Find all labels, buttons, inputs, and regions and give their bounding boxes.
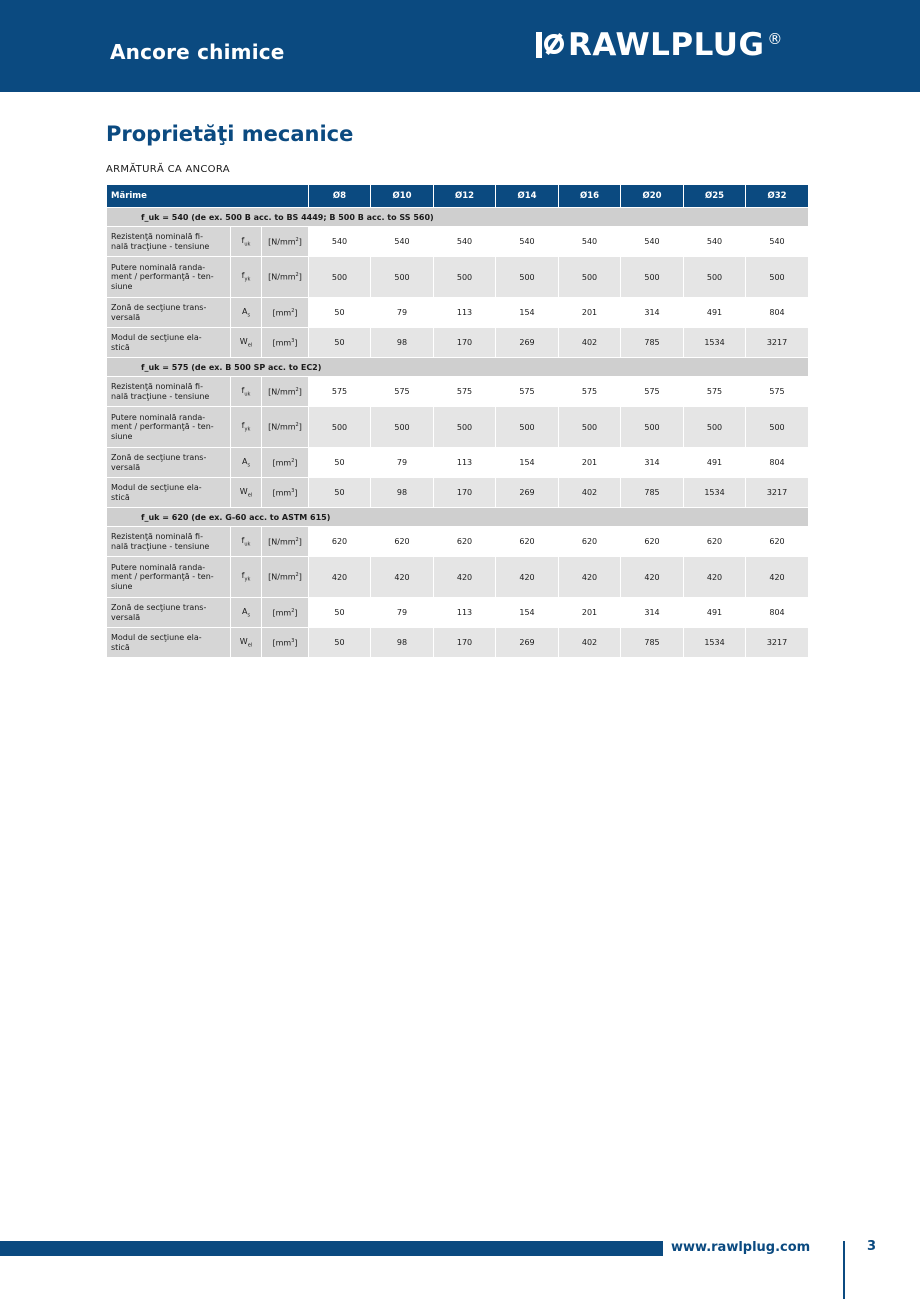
value-cell: 201 (559, 298, 621, 328)
size-column-header: Ø32 (746, 185, 809, 208)
property-unit (262, 448, 309, 478)
symbol-subscript: yk (244, 426, 251, 433)
unit-exponent: 2 (295, 236, 299, 243)
value-cell: 420 (371, 557, 434, 598)
value-cell: 50 (309, 628, 371, 658)
value-cell: 785 (621, 628, 684, 658)
value-cell: 98 (371, 628, 434, 658)
unit-exponent: 3 (291, 337, 295, 344)
symbol-letter: A (241, 606, 248, 616)
unit-exponent: 3 (291, 487, 295, 494)
header-size-label: Mărime (107, 185, 309, 208)
value-cell: 540 (496, 227, 559, 257)
property-name (107, 257, 231, 298)
unit-text: [mm (272, 458, 292, 468)
unit-text: [mm (272, 488, 292, 498)
unit-exponent: 2 (295, 572, 299, 579)
value-cell: 420 (684, 557, 746, 598)
value-cell: 785 (621, 478, 684, 508)
symbol-subscript: uk (244, 391, 251, 398)
unit-bracket: ] (294, 638, 298, 648)
value-cell: 113 (434, 598, 496, 628)
value-cell: 491 (684, 298, 746, 328)
value-cell: 500 (559, 257, 621, 298)
value-cell: 540 (309, 227, 371, 257)
property-unit (262, 227, 309, 257)
value-cell: 575 (621, 377, 684, 407)
value-cell: 154 (496, 448, 559, 478)
rawlplug-logo (536, 28, 782, 62)
size-column-header: Ø12 (434, 185, 496, 208)
property-unit (262, 557, 309, 598)
value-cell: 500 (309, 257, 371, 298)
table-row (107, 557, 809, 598)
value-cell: 500 (746, 257, 809, 298)
value-cell: 620 (684, 527, 746, 557)
symbol-subscript: uk (244, 541, 251, 548)
symbol-subscript: yk (244, 576, 251, 583)
value-cell: 402 (559, 478, 621, 508)
value-cell: 785 (621, 328, 684, 358)
value-cell: 620 (434, 527, 496, 557)
value-cell: 575 (371, 377, 434, 407)
property-symbol (231, 407, 262, 448)
property-name (107, 328, 231, 358)
unit-bracket: ] (298, 272, 302, 282)
value-cell: 575 (309, 377, 371, 407)
value-cell: 500 (621, 407, 684, 448)
page-header (0, 0, 920, 92)
group-title: f_uk = 620 (de ex. G-60 acc. to ASTM 615) (107, 508, 809, 527)
value-cell: 500 (684, 257, 746, 298)
value-cell: 79 (371, 598, 434, 628)
property-name (107, 478, 231, 508)
property-name-line: stică (111, 642, 130, 652)
value-cell: 500 (496, 407, 559, 448)
property-name-line: nală tracţiune - tensiune (111, 391, 210, 401)
value-cell: 500 (746, 407, 809, 448)
value-cell: 1534 (684, 628, 746, 658)
symbol-subscript: s (247, 462, 251, 469)
table-row (107, 527, 809, 557)
size-column-header: Ø16 (559, 185, 621, 208)
symbol-letter: W (239, 486, 248, 496)
symbol-subscript: s (247, 312, 251, 319)
value-cell: 79 (371, 448, 434, 478)
property-symbol (231, 478, 262, 508)
property-name-line: siune (111, 281, 133, 291)
property-unit (262, 598, 309, 628)
property-name-line: stică (111, 342, 130, 352)
property-name-line: ment / performanţă - ten- (111, 422, 214, 432)
unit-text: [N/mm (268, 272, 296, 282)
unit-exponent: 2 (295, 272, 299, 279)
property-name (107, 598, 231, 628)
value-cell: 575 (496, 377, 559, 407)
value-cell: 540 (559, 227, 621, 257)
value-cell: 314 (621, 448, 684, 478)
value-cell: 50 (309, 448, 371, 478)
value-cell: 500 (621, 257, 684, 298)
property-name-line: Rezistenţă nominală fi- (111, 532, 203, 541)
value-cell: 804 (746, 448, 809, 478)
value-cell: 50 (309, 478, 371, 508)
group-header-row (107, 508, 809, 527)
table-row (107, 598, 809, 628)
unit-exponent: 2 (295, 536, 299, 543)
value-cell: 420 (746, 557, 809, 598)
value-cell: 500 (684, 407, 746, 448)
property-name-line: Modul de secţiune ela- (111, 333, 202, 342)
value-cell: 170 (434, 478, 496, 508)
header-title: Ancore chimice (110, 40, 285, 64)
value-cell: 575 (434, 377, 496, 407)
value-cell: 491 (684, 448, 746, 478)
unit-exponent: 2 (291, 307, 295, 314)
value-cell: 491 (684, 598, 746, 628)
property-symbol (231, 557, 262, 598)
value-cell: 170 (434, 628, 496, 658)
unit-text: [mm (272, 338, 292, 348)
unit-bracket: ] (294, 458, 298, 468)
table-body (107, 208, 809, 658)
property-name (107, 628, 231, 658)
unit-bracket: ] (294, 488, 298, 498)
value-cell: 540 (371, 227, 434, 257)
property-name (107, 377, 231, 407)
logo-text: RAWLPLUG (568, 27, 765, 63)
property-symbol (231, 298, 262, 328)
property-name-line: stică (111, 492, 130, 502)
mechanical-properties-table (106, 184, 809, 658)
group-header-row (107, 208, 809, 227)
value-cell: 540 (434, 227, 496, 257)
symbol-letter: A (241, 306, 248, 316)
value-cell: 201 (559, 598, 621, 628)
table-row (107, 407, 809, 448)
unit-exponent: 3 (291, 637, 295, 644)
unit-text: [mm (272, 308, 292, 318)
table-row (107, 377, 809, 407)
property-name (107, 298, 231, 328)
table-header-row (107, 185, 809, 208)
property-symbol (231, 527, 262, 557)
size-column-header: Ø20 (621, 185, 684, 208)
value-cell: 500 (559, 407, 621, 448)
unit-text: [N/mm (268, 422, 296, 432)
value-cell: 500 (434, 407, 496, 448)
value-cell: 269 (496, 328, 559, 358)
symbol-letter: f (241, 421, 245, 431)
symbol-letter: f (241, 535, 245, 545)
unit-text: [mm (272, 638, 292, 648)
value-cell: 201 (559, 448, 621, 478)
property-name-line: versală (111, 312, 141, 322)
value-cell: 50 (309, 598, 371, 628)
section-label: ARMĂTURĂ CA ANCORA (106, 164, 230, 175)
value-cell: 154 (496, 598, 559, 628)
logo-mark-icon (536, 30, 564, 60)
symbol-letter: f (241, 235, 245, 245)
property-name-line: ment / performanţă - ten- (111, 572, 214, 582)
value-cell: 79 (371, 298, 434, 328)
symbol-letter: W (239, 636, 248, 646)
registered-mark: ® (767, 30, 783, 48)
unit-bracket: ] (298, 237, 302, 247)
unit-text: [N/mm (268, 237, 296, 247)
unit-exponent: 2 (295, 422, 299, 429)
unit-bracket: ] (298, 422, 302, 432)
property-unit (262, 298, 309, 328)
unit-bracket: ] (294, 608, 298, 618)
value-cell: 620 (309, 527, 371, 557)
value-cell: 500 (434, 257, 496, 298)
size-column-header: Ø25 (684, 185, 746, 208)
unit-exponent: 2 (291, 607, 295, 614)
value-cell: 620 (496, 527, 559, 557)
value-cell: 420 (621, 557, 684, 598)
group-title: f_uk = 540 (de ex. 500 B acc. to BS 4449; B 500 B acc. to SS 560) (107, 208, 809, 227)
table-row (107, 257, 809, 298)
property-unit (262, 407, 309, 448)
unit-text: [N/mm (268, 572, 296, 582)
symbol-subscript: uk (244, 241, 251, 248)
footer-divider (843, 1241, 845, 1299)
value-cell: 804 (746, 598, 809, 628)
symbol-letter: W (239, 336, 248, 346)
property-name-line: Zonă de secţiune trans- (111, 303, 207, 312)
unit-bracket: ] (294, 308, 298, 318)
unit-bracket: ] (294, 338, 298, 348)
property-name (107, 557, 231, 598)
value-cell: 500 (371, 407, 434, 448)
value-cell: 269 (496, 478, 559, 508)
symbol-letter: f (241, 385, 245, 395)
value-cell: 620 (621, 527, 684, 557)
value-cell: 269 (496, 628, 559, 658)
symbol-subscript: el (247, 642, 253, 649)
property-name-line: Modul de secţiune ela- (111, 633, 202, 642)
property-name-line: Zonă de secţiune trans- (111, 453, 207, 462)
property-symbol (231, 448, 262, 478)
property-name-line: nală tracţiune - tensiune (111, 541, 210, 551)
unit-bracket: ] (298, 537, 302, 547)
property-name-line: Rezistenţă nominală fi- (111, 382, 203, 391)
symbol-subscript: yk (244, 276, 251, 283)
property-name-line: Zonă de secţiune trans- (111, 603, 207, 612)
value-cell: 1534 (684, 328, 746, 358)
table-row (107, 298, 809, 328)
property-name-line: siune (111, 431, 133, 441)
value-cell: 113 (434, 448, 496, 478)
value-cell: 50 (309, 328, 371, 358)
property-name-line: Putere nominală randa- (111, 412, 206, 422)
property-symbol (231, 598, 262, 628)
value-cell: 575 (559, 377, 621, 407)
symbol-letter: A (241, 456, 248, 466)
value-cell: 50 (309, 298, 371, 328)
value-cell: 620 (746, 527, 809, 557)
property-symbol (231, 227, 262, 257)
unit-text: [N/mm (268, 537, 296, 547)
value-cell: 420 (496, 557, 559, 598)
value-cell: 620 (371, 527, 434, 557)
footer-bar (0, 1241, 663, 1256)
property-unit (262, 628, 309, 658)
value-cell: 620 (559, 527, 621, 557)
property-name (107, 527, 231, 557)
value-cell: 540 (684, 227, 746, 257)
property-name-line: nală tracţiune - tensiune (111, 241, 210, 251)
value-cell: 540 (746, 227, 809, 257)
value-cell: 420 (559, 557, 621, 598)
property-name-line: Rezistenţă nominală fi- (111, 232, 203, 241)
page-title: Proprietăţi mecanice (106, 122, 354, 146)
unit-exponent: 2 (295, 386, 299, 393)
value-cell: 575 (684, 377, 746, 407)
value-cell: 3217 (746, 478, 809, 508)
unit-text: [mm (272, 608, 292, 618)
property-name (107, 407, 231, 448)
value-cell: 154 (496, 298, 559, 328)
value-cell: 3217 (746, 628, 809, 658)
value-cell: 500 (309, 407, 371, 448)
table-row (107, 328, 809, 358)
symbol-subscript: s (247, 612, 251, 619)
page-number: 3 (867, 1239, 877, 1254)
property-symbol (231, 377, 262, 407)
value-cell: 113 (434, 298, 496, 328)
property-name (107, 227, 231, 257)
property-unit (262, 328, 309, 358)
value-cell: 500 (496, 257, 559, 298)
value-cell: 98 (371, 478, 434, 508)
symbol-subscript: el (247, 492, 253, 499)
property-unit (262, 527, 309, 557)
table-row (107, 448, 809, 478)
value-cell: 575 (746, 377, 809, 407)
value-cell: 98 (371, 328, 434, 358)
table-row (107, 227, 809, 257)
group-header-row (107, 358, 809, 377)
symbol-letter: f (241, 571, 245, 581)
property-name-line: versală (111, 462, 141, 472)
symbol-letter: f (241, 271, 245, 281)
footer-url-link[interactable]: www.rawlplug.com (671, 1240, 811, 1255)
property-name-line: Modul de secţiune ela- (111, 483, 202, 492)
value-cell: 500 (371, 257, 434, 298)
value-cell: 314 (621, 298, 684, 328)
property-name-line: Putere nominală randa- (111, 262, 206, 272)
property-name-line: siune (111, 581, 133, 591)
value-cell: 420 (309, 557, 371, 598)
property-name-line: versală (111, 612, 141, 622)
unit-text: [N/mm (268, 387, 296, 397)
size-column-header: Ø8 (309, 185, 371, 208)
group-title: f_uk = 575 (de ex. B 500 SP acc. to EC2) (107, 358, 809, 377)
value-cell: 804 (746, 298, 809, 328)
table-row (107, 628, 809, 658)
value-cell: 314 (621, 598, 684, 628)
property-symbol (231, 257, 262, 298)
property-name-line: Putere nominală randa- (111, 562, 206, 572)
unit-exponent: 2 (291, 457, 295, 464)
value-cell: 402 (559, 628, 621, 658)
value-cell: 1534 (684, 478, 746, 508)
unit-bracket: ] (298, 572, 302, 582)
value-cell: 3217 (746, 328, 809, 358)
property-name (107, 448, 231, 478)
value-cell: 402 (559, 328, 621, 358)
property-symbol (231, 628, 262, 658)
value-cell: 540 (621, 227, 684, 257)
size-column-header: Ø14 (496, 185, 559, 208)
property-name-line: ment / performanţă - ten- (111, 272, 214, 282)
unit-bracket: ] (298, 387, 302, 397)
value-cell: 420 (434, 557, 496, 598)
table-row (107, 478, 809, 508)
value-cell: 170 (434, 328, 496, 358)
symbol-subscript: el (247, 342, 253, 349)
property-unit (262, 257, 309, 298)
property-unit (262, 377, 309, 407)
property-symbol (231, 328, 262, 358)
property-unit (262, 478, 309, 508)
size-column-header: Ø10 (371, 185, 434, 208)
